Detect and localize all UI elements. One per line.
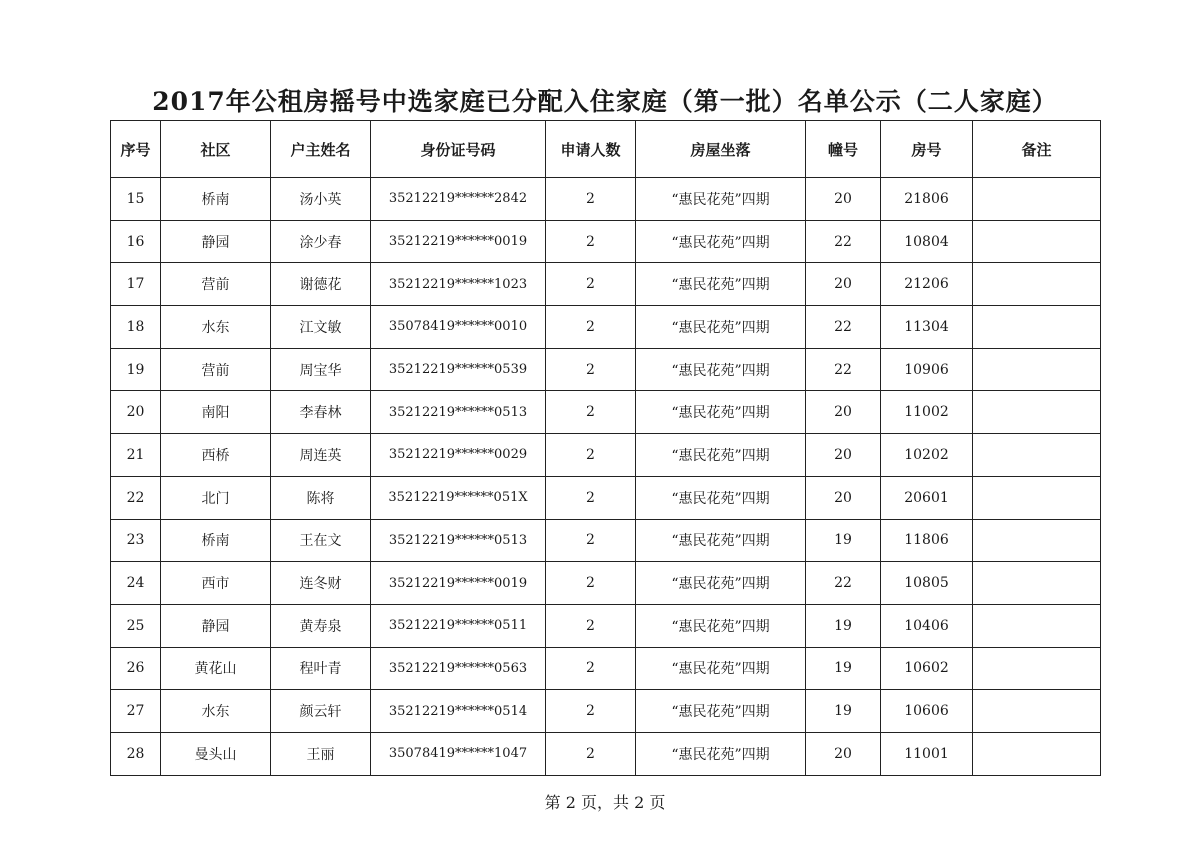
cell-id: 35212219******2842 [371,178,546,221]
table-row [111,391,1101,434]
table-row [111,732,1101,775]
cell-note [973,647,1101,690]
cell-location: “惠民花苑”四期 [636,476,806,519]
table-body [111,178,1101,776]
cell-room: 21206 [881,263,973,306]
roster-table [110,120,1101,776]
cell-name: 陈将 [271,476,371,519]
cell-id: 35212219******0511 [371,604,546,647]
cell-location: “惠民花苑”四期 [636,604,806,647]
cell-community: 静园 [161,220,271,263]
cell-no: 23 [111,519,161,562]
cell-name: 王丽 [271,732,371,775]
cell-note [973,220,1101,263]
page-title: 2017年公租房摇号中选家庭已分配入住家庭（第一批）名单公示（二人家庭） [152,87,1058,116]
column-header-name: 户主姓名 [271,121,371,178]
cell-no: 26 [111,647,161,690]
cell-building: 22 [806,306,881,349]
cell-room: 11806 [881,519,973,562]
cell-count: 2 [546,604,636,647]
cell-no: 15 [111,178,161,221]
cell-no: 25 [111,604,161,647]
cell-count: 2 [546,391,636,434]
cell-id: 35212219******0513 [371,519,546,562]
cell-no: 19 [111,348,161,391]
cell-id: 35078419******1047 [371,732,546,775]
cell-name: 王在文 [271,519,371,562]
cell-no: 21 [111,434,161,477]
cell-building: 22 [806,562,881,605]
cell-building: 20 [806,263,881,306]
cell-room: 10406 [881,604,973,647]
cell-id: 35212219******051X [371,476,546,519]
cell-building: 19 [806,519,881,562]
table-row [111,519,1101,562]
table-row [111,348,1101,391]
cell-name: 连冬财 [271,562,371,605]
cell-room: 11304 [881,306,973,349]
cell-location: “惠民花苑”四期 [636,220,806,263]
cell-community: 曼头山 [161,732,271,775]
cell-building: 20 [806,178,881,221]
cell-no: 18 [111,306,161,349]
column-header-location: 房屋坐落 [636,121,806,178]
cell-note [973,476,1101,519]
cell-community: 水东 [161,306,271,349]
cell-count: 2 [546,220,636,263]
cell-community: 西桥 [161,434,271,477]
cell-room: 10906 [881,348,973,391]
cell-note [973,519,1101,562]
cell-location: “惠民花苑”四期 [636,647,806,690]
cell-note [973,562,1101,605]
cell-id: 35078419******0010 [371,306,546,349]
cell-note [973,178,1101,221]
cell-room: 10606 [881,690,973,733]
cell-name: 周宝华 [271,348,371,391]
cell-id: 35212219******0019 [371,562,546,605]
cell-community: 桥南 [161,519,271,562]
table-row [111,263,1101,306]
cell-name: 江文敏 [271,306,371,349]
column-header-no: 序号 [111,121,161,178]
cell-building: 20 [806,434,881,477]
cell-no: 16 [111,220,161,263]
cell-community: 桥南 [161,178,271,221]
cell-note [973,434,1101,477]
cell-name: 谢德花 [271,263,371,306]
cell-count: 2 [546,434,636,477]
cell-room: 10804 [881,220,973,263]
cell-building: 19 [806,647,881,690]
cell-count: 2 [546,519,636,562]
cell-note [973,732,1101,775]
cell-note [973,306,1101,349]
cell-community: 西市 [161,562,271,605]
cell-community: 南阳 [161,391,271,434]
column-header-community: 社区 [161,121,271,178]
table-row [111,306,1101,349]
cell-no: 20 [111,391,161,434]
cell-count: 2 [546,690,636,733]
cell-location: “惠民花苑”四期 [636,690,806,733]
cell-id: 35212219******0019 [371,220,546,263]
cell-name: 汤小英 [271,178,371,221]
cell-building: 22 [806,220,881,263]
cell-note [973,391,1101,434]
cell-room: 20601 [881,476,973,519]
cell-id: 35212219******0563 [371,647,546,690]
column-header-note: 备注 [973,121,1101,178]
cell-no: 17 [111,263,161,306]
cell-room: 10805 [881,562,973,605]
cell-name: 颜云轩 [271,690,371,733]
table-row [111,476,1101,519]
cell-community: 北门 [161,476,271,519]
column-header-count: 申请人数 [546,121,636,178]
cell-building: 20 [806,476,881,519]
cell-count: 2 [546,178,636,221]
cell-building: 19 [806,604,881,647]
cell-community: 营前 [161,263,271,306]
cell-location: “惠民花苑”四期 [636,263,806,306]
cell-id: 35212219******0029 [371,434,546,477]
cell-location: “惠民花苑”四期 [636,348,806,391]
header-row [111,121,1101,178]
cell-name: 程叶青 [271,647,371,690]
cell-no: 28 [111,732,161,775]
cell-location: “惠民花苑”四期 [636,306,806,349]
cell-no: 27 [111,690,161,733]
cell-id: 35212219******0513 [371,391,546,434]
page-footer: 第 2 页，共 2 页 [544,793,666,812]
table-row [111,647,1101,690]
cell-community: 黄花山 [161,647,271,690]
table-row [111,690,1101,733]
cell-count: 2 [546,732,636,775]
table-row [111,220,1101,263]
table-row [111,178,1101,221]
cell-note [973,690,1101,733]
cell-id: 35212219******1023 [371,263,546,306]
cell-note [973,263,1101,306]
cell-location: “惠民花苑”四期 [636,519,806,562]
cell-no: 22 [111,476,161,519]
cell-count: 2 [546,647,636,690]
cell-building: 22 [806,348,881,391]
table-row [111,604,1101,647]
cell-room: 10202 [881,434,973,477]
cell-location: “惠民花苑”四期 [636,178,806,221]
cell-building: 20 [806,391,881,434]
cell-room: 11001 [881,732,973,775]
cell-building: 19 [806,690,881,733]
cell-community: 水东 [161,690,271,733]
cell-name: 涂少春 [271,220,371,263]
cell-room: 10602 [881,647,973,690]
cell-name: 周连英 [271,434,371,477]
cell-count: 2 [546,263,636,306]
table-row [111,562,1101,605]
cell-location: “惠民花苑”四期 [636,391,806,434]
cell-location: “惠民花苑”四期 [636,434,806,477]
cell-id: 35212219******0539 [371,348,546,391]
cell-id: 35212219******0514 [371,690,546,733]
cell-name: 黄寿泉 [271,604,371,647]
column-header-building: 幢号 [806,121,881,178]
table-row [111,434,1101,477]
cell-room: 21806 [881,178,973,221]
cell-location: “惠民花苑”四期 [636,562,806,605]
cell-count: 2 [546,562,636,605]
cell-location: “惠民花苑”四期 [636,732,806,775]
column-header-room: 房号 [881,121,973,178]
cell-count: 2 [546,306,636,349]
cell-count: 2 [546,476,636,519]
cell-community: 营前 [161,348,271,391]
cell-building: 20 [806,732,881,775]
column-header-id: 身份证号码 [371,121,546,178]
cell-community: 静园 [161,604,271,647]
cell-count: 2 [546,348,636,391]
table-header [111,121,1101,178]
cell-note [973,348,1101,391]
cell-note [973,604,1101,647]
cell-no: 24 [111,562,161,605]
cell-room: 11002 [881,391,973,434]
cell-name: 李春林 [271,391,371,434]
